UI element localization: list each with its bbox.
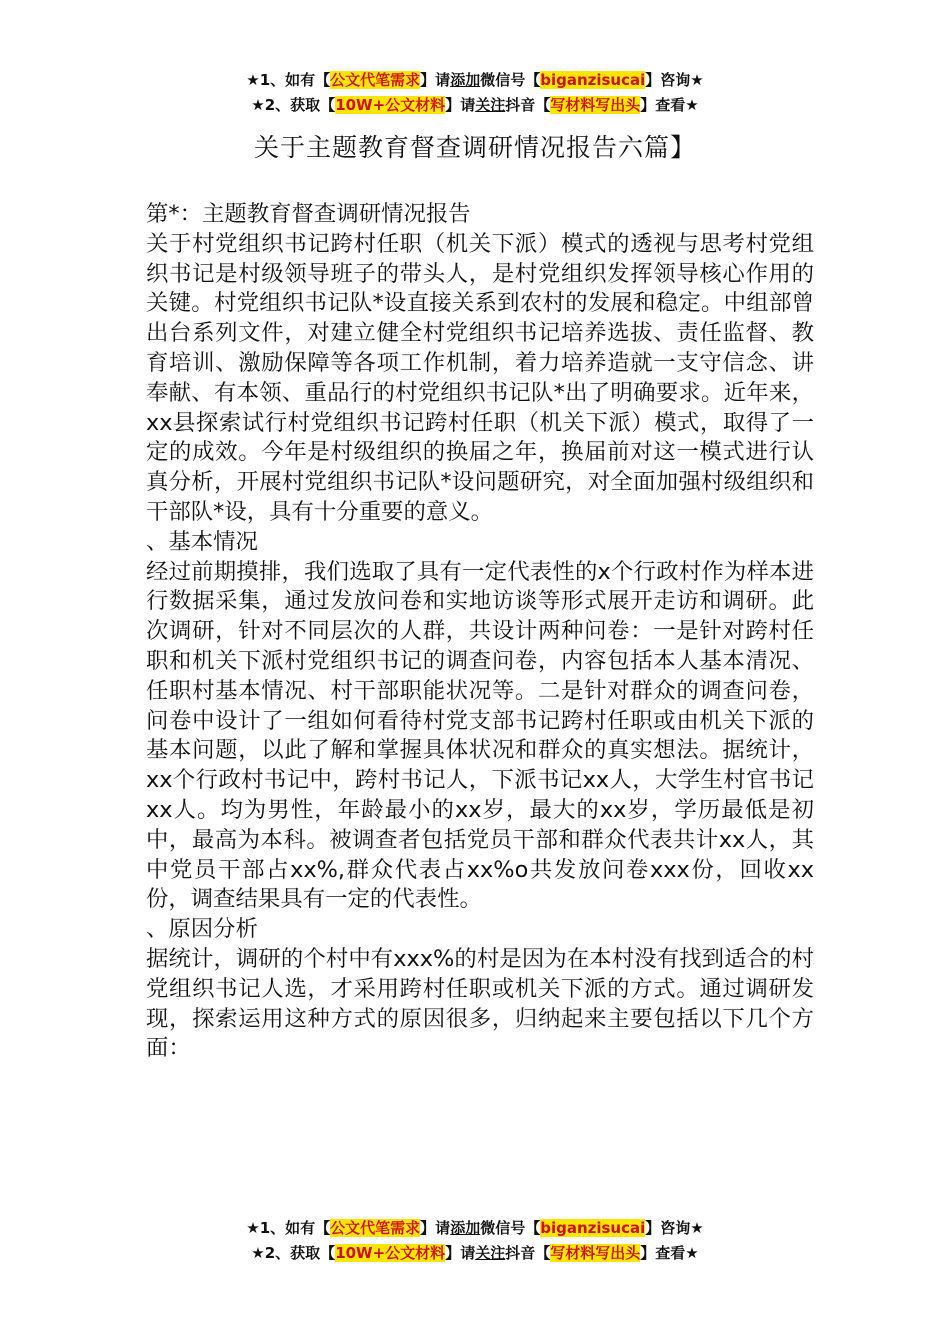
banner-text: ★1、如有【 xyxy=(246,1219,331,1237)
banner-highlight: biganzisucai xyxy=(540,1219,646,1237)
banner-line-1 xyxy=(0,68,950,93)
banner-highlight: 公文代笔需求 xyxy=(330,71,421,89)
banner-text: ★2、获取【 xyxy=(251,1244,336,1262)
banner-text: 抖音【 xyxy=(505,1244,551,1262)
banner-underline-text: 关注 xyxy=(475,96,506,114)
banner-line-2 xyxy=(0,93,950,118)
banner-underline-text: 关注 xyxy=(475,1244,506,1262)
banner-text: 微信号【 xyxy=(480,71,541,89)
banner-highlight: biganzisucai xyxy=(540,71,646,89)
header-banner xyxy=(0,68,950,118)
banner-text: 】查看★ xyxy=(640,1244,699,1262)
paragraph-basic: 经过前期摸排，我们选取了具有一定代表性的x个行政村作为样本进行数据采集，通过发放问卷和实地访谈等形式展开走访和调研。此次调研，针对不同层次的人群，共设计两种问卷：一是针对跨村任职和机关下派村党组织书记的调查问卷，内容包括本人基本清况、任职村基本情况、村干部职能状况等。二是针对群众的调查问卷，问卷中设计了一组如何看待村党支部书记跨村任职或由机关下派的基本问题，以此了解和掌握具体状况和群众的真实想法。据统计，xx个行政村书记中，跨村书记人，下派书记xx人，大学生村官书记xx人。均为男性，年龄最小的xx岁，最大的xx岁，学历最低是初中，最高为本科。被调查者包括党员干部和群众代表共计xx人，其中党员干部占xx%,群众代表占xx%o共发放问卷xxx份，回收xx份，调查结果具有一定的代表性。 xyxy=(146,558,814,913)
banner-highlight: 10W+公文材料 xyxy=(335,1244,446,1262)
section-heading-causes: 、原因分析 xyxy=(146,916,258,943)
banner-text: 】查看★ xyxy=(640,96,699,114)
document-body xyxy=(146,200,814,1064)
banner-text: ★1、如有【 xyxy=(246,71,331,89)
section-subtitle: 第*：主题教育督查调研情况报告 xyxy=(146,201,471,227)
banner-line-2 xyxy=(0,1241,950,1266)
paragraph-intro: 关于村党组织书记跨村任职（机关下派）模式的透视与思考村党组织书记是村级领导班子的带头人，是村党组织发挥领导核心作用的关键。村党组织书记队*设直接关系到农村的发展和稳定。中组部曾出台系列文件，对建立健全村党组织书记培养选拔、责任监督、教育培训、激励保障等各项工作机制，着力培养造就一支守信念、讲奉献、有本领、重品行的村党组织书记队*出了明确要求。近年来，xx县探索试行村党组织书记跨村任职（机关下派）模式，取得了一定的成效。今年是村级组织的换届之年，换届前对这一模式进行认真分析，开展村党组织书记队*设问题研究，对全面加强村级组织和干部队*设，具有十分重要的意义。 xyxy=(146,230,814,525)
footer-banner xyxy=(0,1216,950,1266)
banner-highlight: 写材料写出头 xyxy=(550,1244,641,1262)
banner-text: ★2、获取【 xyxy=(251,96,336,114)
banner-text: 】请 xyxy=(420,1219,451,1237)
banner-text: 抖音【 xyxy=(505,96,551,114)
banner-text: 】请 xyxy=(445,96,476,114)
banner-highlight: 10W+公文材料 xyxy=(335,96,446,114)
section-heading-basic: 、基本情况 xyxy=(146,528,258,555)
banner-highlight: 写材料写出头 xyxy=(550,96,641,114)
banner-highlight: 公文代笔需求 xyxy=(330,1219,421,1237)
banner-text: 微信号【 xyxy=(480,1219,541,1237)
banner-underline-text: 添加 xyxy=(450,1219,481,1237)
banner-text: 】咨询★ xyxy=(645,71,704,89)
banner-underline-text: 添加 xyxy=(450,71,481,89)
banner-text: 】咨询★ xyxy=(645,1219,704,1237)
banner-line-1 xyxy=(0,1216,950,1241)
banner-text: 】请 xyxy=(420,71,451,89)
document-title: 关于主题教育督查调研情况报告六篇】 xyxy=(253,133,696,162)
banner-text: 】请 xyxy=(445,1244,476,1262)
paragraph-causes: 据统计，调研的个村中有xxx%的村是因为在本村没有找到适合的村党组织书记人选，才采用跨村任职或机关下派的方式。通过调研发现，探索运用这种方式的原因很多，归纳起来主要包括以下几个方面： xyxy=(146,945,814,1062)
